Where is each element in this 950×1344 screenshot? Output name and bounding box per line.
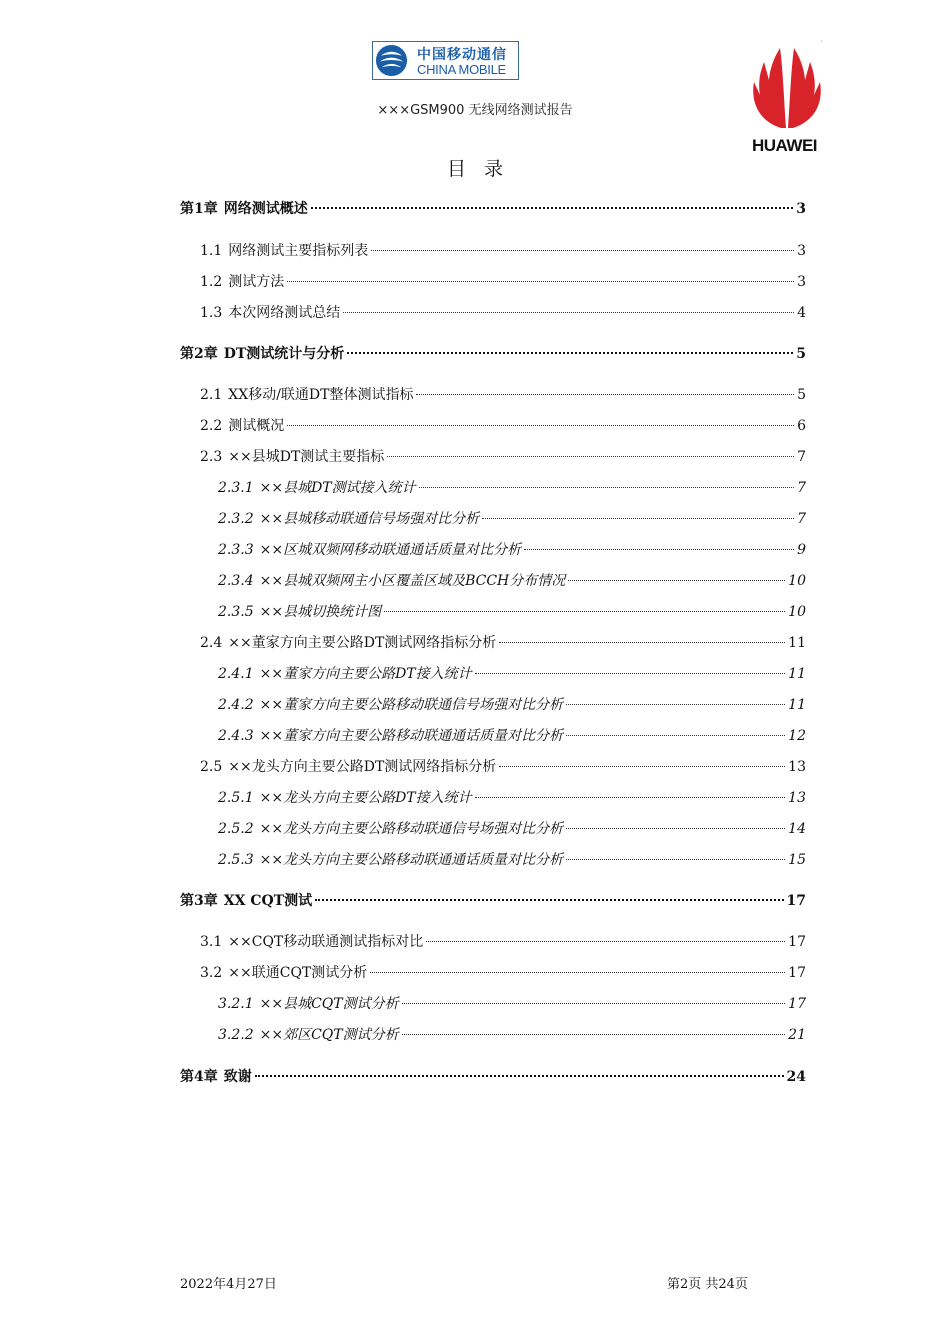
toc-leader-dots	[566, 735, 785, 736]
toc-leader-dots	[524, 549, 794, 550]
toc-leader-dots	[402, 1034, 786, 1035]
toc-entry[interactable]	[218, 601, 806, 621]
toc-leader-dots	[287, 425, 794, 426]
toc-entry-number: 2.5	[200, 759, 223, 775]
toc-entry-number: 2.3.1	[218, 480, 254, 496]
toc-entry-page: 3	[797, 243, 806, 259]
toc-entry-page: 12	[788, 728, 806, 744]
toc-entry-number: 3.1	[200, 934, 223, 950]
toc-entry[interactable]	[200, 302, 806, 322]
toc-entry-title: 测试概况	[228, 418, 285, 434]
toc-entry-page: 13	[788, 790, 806, 806]
footer-page-info: 第2页 共24页	[667, 1277, 748, 1292]
toc-title: 目录	[446, 158, 521, 180]
toc-entry[interactable]	[218, 725, 806, 745]
toc-entry-page: 6	[797, 418, 806, 434]
footer-date: 2022年4月27日	[180, 1277, 277, 1292]
toc-entry-page: 11	[788, 697, 806, 713]
toc-entry-title: ××联通CQT测试分析	[228, 965, 368, 981]
toc-leader-dots	[416, 394, 794, 395]
toc-entry-title: 测试方法	[228, 274, 285, 290]
toc-entry-number: 1.2	[200, 274, 223, 290]
toc-leader-dots	[499, 642, 785, 643]
toc-entry[interactable]	[218, 1024, 806, 1044]
toc-entry-page: 3	[796, 201, 806, 217]
toc-entry[interactable]	[200, 384, 806, 404]
toc-entry-number: 2.3.3	[218, 542, 254, 558]
toc-entry-page: 17	[788, 934, 806, 950]
toc-entry[interactable]	[180, 343, 806, 363]
toc-leader-dots	[426, 941, 785, 942]
toc-entry-title: ××郊区CQT测试分析	[259, 1027, 399, 1043]
toc-entry-page: 9	[797, 542, 806, 558]
toc-entry-page: 7	[797, 511, 806, 527]
toc-entry[interactable]	[200, 962, 806, 982]
toc-entry[interactable]	[200, 756, 806, 776]
toc-entry-page: 4	[797, 305, 806, 321]
toc-entry-title: ××区城双频网移动联通通话质量对比分析	[259, 542, 522, 558]
toc-entry[interactable]	[200, 632, 806, 652]
toc-entry[interactable]	[218, 787, 806, 807]
toc-entry-number: 2.3.2	[218, 511, 254, 527]
toc-leader-dots	[371, 250, 794, 251]
toc-entry-number: 2.3	[200, 449, 223, 465]
toc-leader-dots	[402, 1003, 786, 1004]
toc-entry[interactable]	[218, 849, 806, 869]
toc-entry-page: 15	[788, 852, 806, 868]
toc-entry-title: ××龙头方向主要公路DT测试网络指标分析	[228, 759, 497, 775]
toc-leader-dots	[311, 207, 794, 209]
toc-entry-title: ××CQT移动联通测试指标对比	[228, 934, 424, 950]
toc-entry-page: 10	[788, 604, 806, 620]
toc-entry-number: 1.1	[200, 243, 223, 259]
toc-entry-title: ××董家方向主要公路移动联通信号场强对比分析	[259, 697, 564, 713]
toc-entry-title: ××县城双频网主小区覆盖区域及BCCH分布情况	[259, 573, 566, 589]
toc-leader-dots	[287, 281, 794, 282]
china-mobile-en-name: CHINA MOBILE	[417, 62, 506, 77]
toc-entry-title: ××龙头方向主要公路移动联通信号场强对比分析	[259, 821, 564, 837]
toc-entry-page: 5	[797, 387, 806, 403]
toc-entry-page: 17	[788, 996, 806, 1012]
toc-leader-dots	[566, 859, 785, 860]
toc-entry-number: 2.4.1	[218, 666, 254, 682]
toc-leader-dots	[475, 673, 786, 674]
toc-entry[interactable]	[218, 477, 806, 497]
toc-entry[interactable]	[218, 663, 806, 683]
toc-entry-number: 2.4.3	[218, 728, 254, 744]
toc-entry-title: XX CQT测试	[223, 893, 313, 909]
china-mobile-cn-name: 中国移动通信	[417, 47, 507, 63]
toc-entry-title: 网络测试主要指标列表	[228, 243, 369, 259]
toc-entry-title: ××董家方向主要公路移动联通通话质量对比分析	[259, 728, 564, 744]
toc-entry[interactable]	[218, 694, 806, 714]
toc-entry-number: 2.5.1	[218, 790, 254, 806]
toc-leader-dots	[475, 797, 786, 798]
toc-leader-dots	[255, 1075, 784, 1077]
toc-entry-number: 第1章	[180, 201, 218, 217]
toc-entry-title: ××县城DT测试接入统计	[259, 480, 416, 496]
toc-leader-dots	[568, 580, 785, 581]
toc-entry-number: 第2章	[180, 346, 218, 362]
toc-entry-title: ××董家方向主要公路DT接入统计	[259, 666, 472, 682]
toc-entry[interactable]	[180, 1066, 806, 1086]
toc-entry-number: 第4章	[180, 1069, 218, 1085]
toc-entry[interactable]	[200, 931, 806, 951]
toc-entry-page: 13	[788, 759, 806, 775]
report-header-title: ×××GSM900 无线网络测试报告	[377, 103, 573, 118]
toc-leader-dots	[343, 312, 794, 313]
toc-leader-dots	[419, 487, 794, 488]
toc-entry[interactable]	[218, 508, 806, 528]
toc-entry-number: 2.5.2	[218, 821, 254, 837]
toc-entry-page: 11	[788, 635, 806, 651]
toc-entry-number: 3.2.1	[218, 996, 254, 1012]
toc-entry-number: 2.3.5	[218, 604, 254, 620]
toc-leader-dots	[387, 456, 794, 457]
toc-entry[interactable]	[218, 993, 806, 1013]
toc-entry-page: 17	[786, 893, 806, 909]
toc-leader-dots	[347, 352, 793, 354]
toc-entry-page: 3	[797, 274, 806, 290]
toc-leader-dots	[566, 704, 785, 705]
toc-leader-dots	[499, 766, 785, 767]
toc-entry[interactable]	[180, 198, 806, 218]
toc-entry[interactable]	[218, 539, 806, 559]
toc-entry-page: 11	[788, 666, 806, 682]
toc-leader-dots	[315, 899, 783, 901]
toc-entry-number: 2.4	[200, 635, 223, 651]
toc-entry-title: ××县城移动联通信号场强对比分析	[259, 511, 480, 527]
toc-entry[interactable]	[200, 446, 806, 466]
toc-entry-number: 2.3.4	[218, 573, 254, 589]
toc-entry[interactable]	[218, 818, 806, 838]
toc-entry-page: 24	[786, 1069, 806, 1085]
huawei-wordmark: HUAWEI	[752, 136, 817, 155]
toc-entry-page: 5	[796, 346, 806, 362]
toc-entry-number: 3.2	[200, 965, 223, 981]
toc-entry-title: 致谢	[223, 1069, 252, 1085]
toc-entry-title: ××龙头方向主要公路DT接入统计	[259, 790, 472, 806]
toc-leader-dots	[370, 972, 785, 973]
toc-leader-dots	[384, 611, 785, 612]
toc-entry-number: 3.2.2	[218, 1027, 254, 1043]
toc-entry-number: 2.2	[200, 418, 223, 434]
toc-leader-dots	[566, 828, 785, 829]
toc-entry-title: ××县城DT测试主要指标	[228, 449, 385, 465]
toc-entry-title: 网络测试概述	[223, 201, 308, 217]
toc-entry-number: 第3章	[180, 893, 218, 909]
toc-entry-page: 7	[797, 480, 806, 496]
toc-entry-number: 2.5.3	[218, 852, 254, 868]
toc-entry[interactable]	[180, 890, 806, 910]
corner-mark: ·	[820, 37, 823, 46]
toc-entry-page: 17	[788, 965, 806, 981]
china-mobile-emblem-icon	[375, 44, 408, 77]
toc-entry-title: DT测试统计与分析	[223, 346, 345, 362]
toc-entry-title: ××龙头方向主要公路移动联通通话质量对比分析	[259, 852, 564, 868]
toc-entry-page: 10	[788, 573, 806, 589]
toc-entry-number: 1.3	[200, 305, 223, 321]
toc-entry-page: 21	[788, 1027, 806, 1043]
toc-entry[interactable]	[218, 570, 806, 590]
china-mobile-logo	[372, 41, 519, 80]
toc-entry[interactable]	[200, 271, 806, 291]
toc-entry-page: 14	[788, 821, 806, 837]
toc-entry-title: XX移动/联通DT整体测试指标	[228, 387, 414, 403]
toc-entry[interactable]	[200, 415, 806, 435]
toc-entry-number: 2.1	[200, 387, 223, 403]
toc-entry[interactable]	[200, 240, 806, 260]
toc-entry-title: ××董家方向主要公路DT测试网络指标分析	[228, 635, 497, 651]
toc-leader-dots	[482, 518, 794, 519]
toc-entry-title: 本次网络测试总结	[228, 305, 341, 321]
toc-entry-number: 2.4.2	[218, 697, 254, 713]
toc-entry-title: ××县城切换统计图	[259, 604, 382, 620]
toc-entry-page: 7	[797, 449, 806, 465]
toc-entry-title: ××县城CQT测试分析	[259, 996, 399, 1012]
